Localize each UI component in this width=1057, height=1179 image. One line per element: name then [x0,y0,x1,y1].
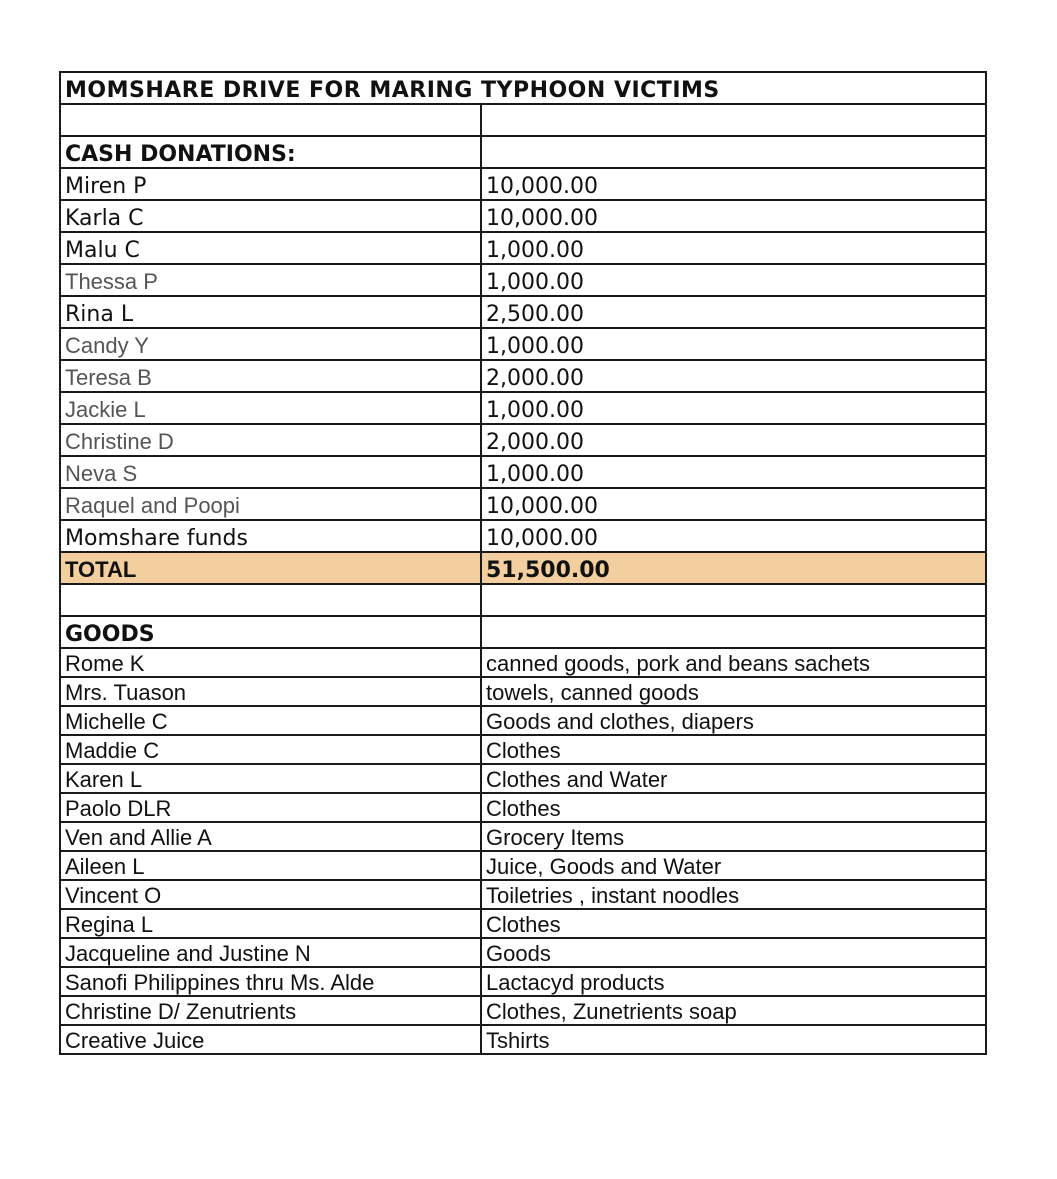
empty-cell [481,104,986,136]
donor-name: Rome K [60,648,481,677]
donor-name: Mrs. Tuason [60,677,481,706]
goods-row [60,764,986,793]
donated-items: Toiletries , instant noodles [481,880,986,909]
blank-row [60,584,986,616]
donated-items: Lactacyd products [481,967,986,996]
donor-name: Candy Y [60,328,481,360]
goods-row [60,996,986,1025]
title-row [60,72,986,104]
donor-name: Michelle C [60,706,481,735]
donation-amount: 2,500.00 [481,296,986,328]
donor-name: Rina L [60,296,481,328]
cash-row [60,456,986,488]
cash-row [60,424,986,456]
donation-amount: 10,000.00 [481,488,986,520]
donated-items: Goods and clothes, diapers [481,706,986,735]
sheet-body [60,72,986,1054]
goods-row [60,967,986,996]
donor-name: Regina L [60,909,481,938]
sheet-title: MOMSHARE DRIVE FOR MARING TYPHOON VICTIMS [60,72,986,104]
donated-items: Juice, Goods and Water [481,851,986,880]
donor-name: Jackie L [60,392,481,424]
cash-row [60,296,986,328]
donated-items: Clothes [481,735,986,764]
donation-amount: 10,000.00 [481,520,986,552]
donated-items: Clothes and Water [481,764,986,793]
donor-name: Sanofi Philippines thru Ms. Alde [60,967,481,996]
donated-items: Tshirts [481,1025,986,1054]
donation-amount: 1,000.00 [481,328,986,360]
donor-name: Creative Juice [60,1025,481,1054]
donation-amount: 10,000.00 [481,200,986,232]
goods-row [60,735,986,764]
empty-cell [60,584,481,616]
goods-row [60,880,986,909]
donor-name: Karen L [60,764,481,793]
donated-items: canned goods, pork and beans sachets [481,648,986,677]
donor-name: Raquel and Poopi [60,488,481,520]
cash-row [60,360,986,392]
donation-amount: 2,000.00 [481,360,986,392]
goods-heading: GOODS [60,616,481,648]
donor-name: Aileen L [60,851,481,880]
donation-amount: 10,000.00 [481,168,986,200]
goods-heading-row [60,616,986,648]
empty-cell [60,104,481,136]
total-amount: 51,500.00 [481,552,986,584]
cash-heading: CASH DONATIONS: [60,136,481,168]
donation-amount: 1,000.00 [481,264,986,296]
cash-row [60,328,986,360]
cash-row [60,200,986,232]
empty-cell [481,616,986,648]
donor-name: Maddie C [60,735,481,764]
empty-cell [481,584,986,616]
donated-items: Goods [481,938,986,967]
cash-row [60,392,986,424]
goods-row [60,909,986,938]
donated-items: Clothes, Zunetrients soap [481,996,986,1025]
total-label: TOTAL [60,552,481,584]
goods-row [60,822,986,851]
donated-items: Clothes [481,909,986,938]
donor-name: Vincent O [60,880,481,909]
donor-name: Karla C [60,200,481,232]
donor-name: Neva S [60,456,481,488]
blank-row [60,104,986,136]
donor-name: Momshare funds [60,520,481,552]
goods-row [60,793,986,822]
goods-row [60,677,986,706]
goods-row [60,648,986,677]
donation-amount: 1,000.00 [481,232,986,264]
donation-amount: 2,000.00 [481,424,986,456]
donated-items: towels, canned goods [481,677,986,706]
donated-items: Grocery Items [481,822,986,851]
donor-name: Malu C [60,232,481,264]
goods-row [60,706,986,735]
goods-row [60,938,986,967]
donor-name: Paolo DLR [60,793,481,822]
donor-name: Jacqueline and Justine N [60,938,481,967]
cash-row [60,488,986,520]
donor-name: Christine D/ Zenutrients [60,996,481,1025]
cash-heading-row [60,136,986,168]
goods-row [60,851,986,880]
donor-name: Ven and Allie A [60,822,481,851]
donated-items: Clothes [481,793,986,822]
cash-row [60,168,986,200]
donation-sheet [59,71,987,1055]
cash-row [60,264,986,296]
goods-row [60,1025,986,1054]
donor-name: Miren P [60,168,481,200]
total-row [60,552,986,584]
cash-row [60,520,986,552]
empty-cell [481,136,986,168]
donation-amount: 1,000.00 [481,392,986,424]
donor-name: Thessa P [60,264,481,296]
donor-name: Christine D [60,424,481,456]
donation-amount: 1,000.00 [481,456,986,488]
donor-name: Teresa B [60,360,481,392]
cash-row [60,232,986,264]
